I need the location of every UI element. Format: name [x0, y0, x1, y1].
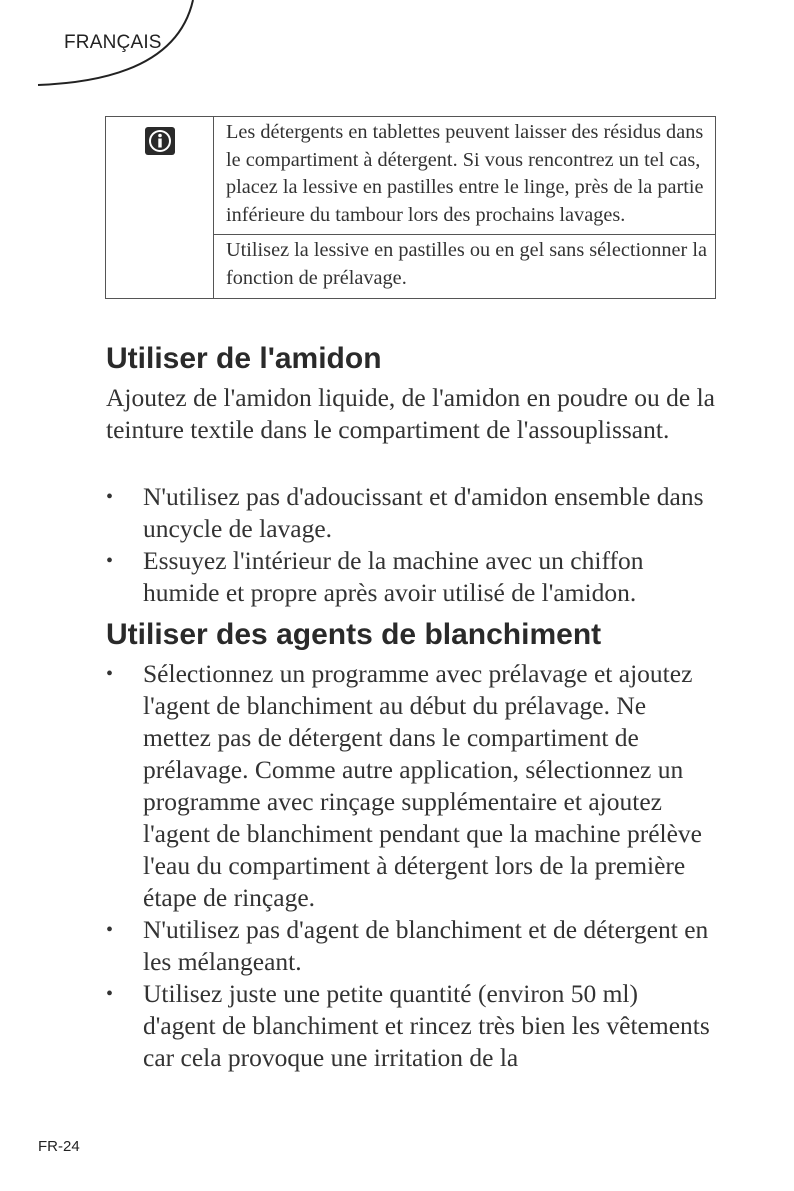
list-item-text: Essuyez l'intérieur de la machine avec un chiffon humide et propre après avoir utilisé de l'amidon.	[143, 546, 644, 607]
list-item-text: Utilisez juste une petite quantité (environ 50 ml) d'agent de blanchiment et rincez très bien les vêtements car cela provoque une irritation de la	[143, 979, 710, 1072]
list-item-text: N'utilisez pas d'agent de blanchiment et de détergent en les mélangeant.	[143, 915, 709, 976]
list-item	[106, 914, 716, 978]
info-note-box	[105, 116, 716, 299]
bullet-icon: •	[106, 550, 114, 572]
bleach-bullet-list	[106, 658, 716, 1074]
list-item	[106, 978, 716, 1074]
bullet-icon: •	[106, 486, 114, 508]
section-title-bleach: Utiliser des agents de blanchiment	[106, 618, 602, 651]
language-label: FRANÇAIS	[64, 32, 162, 53]
note-row: Utilisez la lessive en pastilles ou en gel sans sélectionner la fonction de prélavage.	[214, 234, 715, 297]
list-item-text: Sélectionnez un programme avec prélavage et ajoutez l'agent de blanchiment au début du prélavage. Ne mettez pas de détergent dans le compartiment de prélavage. Comme autre application, sélectionnez un programme avec rinçage supplémentaire et ajoutez l'agent de blanchiment pendant que la machine prélève l'eau du compartiment à détergent lors de la première étape de rinçage.	[143, 659, 702, 912]
bullet-icon: •	[106, 663, 114, 685]
starch-intro-paragraph: Ajoutez de l'amidon liquide, de l'amidon en poudre ou de la teinture textile dans le compartiment de l'assouplissant.	[106, 383, 715, 444]
list-item-text: N'utilisez pas d'adoucissant et d'amidon ensemble dans uncycle de lavage.	[143, 482, 704, 543]
note-row: Les détergents en tablettes peuvent laisser des résidus dans le compartiment à détergent. Si vous rencontrez un tel cas, placez la lessive en pastilles entre le linge, près de la partie inférieure du tambour lors des prochains lavages.	[226, 121, 704, 226]
starch-bullet-list	[106, 481, 716, 609]
list-item	[106, 481, 716, 545]
section-title-starch: Utiliser de l'amidon	[106, 342, 382, 375]
list-item	[106, 545, 716, 609]
bullet-icon: •	[106, 919, 114, 941]
list-item	[106, 658, 716, 914]
page-number: FR-24	[38, 1138, 80, 1155]
info-icon	[144, 126, 176, 156]
info-icon-cell	[106, 117, 214, 298]
bullet-icon: •	[106, 983, 114, 1005]
